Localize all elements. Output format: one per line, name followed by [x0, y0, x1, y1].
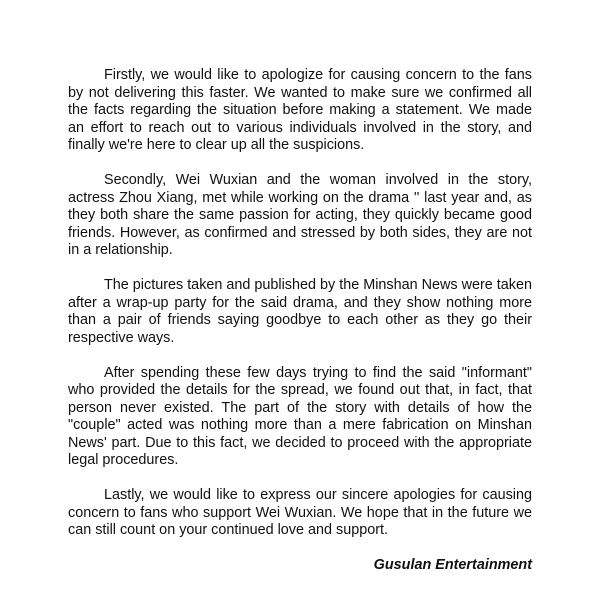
- statement-body: [68, 67, 532, 575]
- paragraph-pictures: The pictures taken and published by the Minshan News were taken after a wrap-up party for the said drama, and they show nothing more than a pair of friends saying goodbye to each other as they go their respective ways.: [68, 277, 532, 346]
- signature: Gusulan Entertainment: [373, 557, 532, 573]
- paragraph-apology: Firstly, we would like to apologize for causing concern to the fans by not delivering this faster. We wanted to make sure we confirmed all the facts regarding the situation before making a statement. We made an effort to reach out to various individuals involved in the story, and finally we're here to clear up all the suspicions.: [68, 67, 532, 153]
- paragraph-informant: After spending these few days trying to find the said "informant" who provided the details for the spread, we found out that, in fact, that person never existed. The part of the story with details of how the "couple" acted was nothing more than a mere fabrication on Minshan News' part. Due to this fact, we decided to proceed with the appropriate legal procedures.: [68, 364, 532, 468]
- paragraph-closing: Lastly, we would like to express our sincere apologies for causing concern to fans who support Wei Wuxian. We hope that in the future we can still count on your continued love and support.: [68, 487, 532, 538]
- paragraph-relationship: Secondly, Wei Wuxian and the woman involved in the story, actress Zhou Xiang, met while working on the drama '' last year and, as they both share the same passion for acting, they quickly became good friends. However, as confirmed and stressed by both sides, they are not in a relationship.: [68, 172, 532, 258]
